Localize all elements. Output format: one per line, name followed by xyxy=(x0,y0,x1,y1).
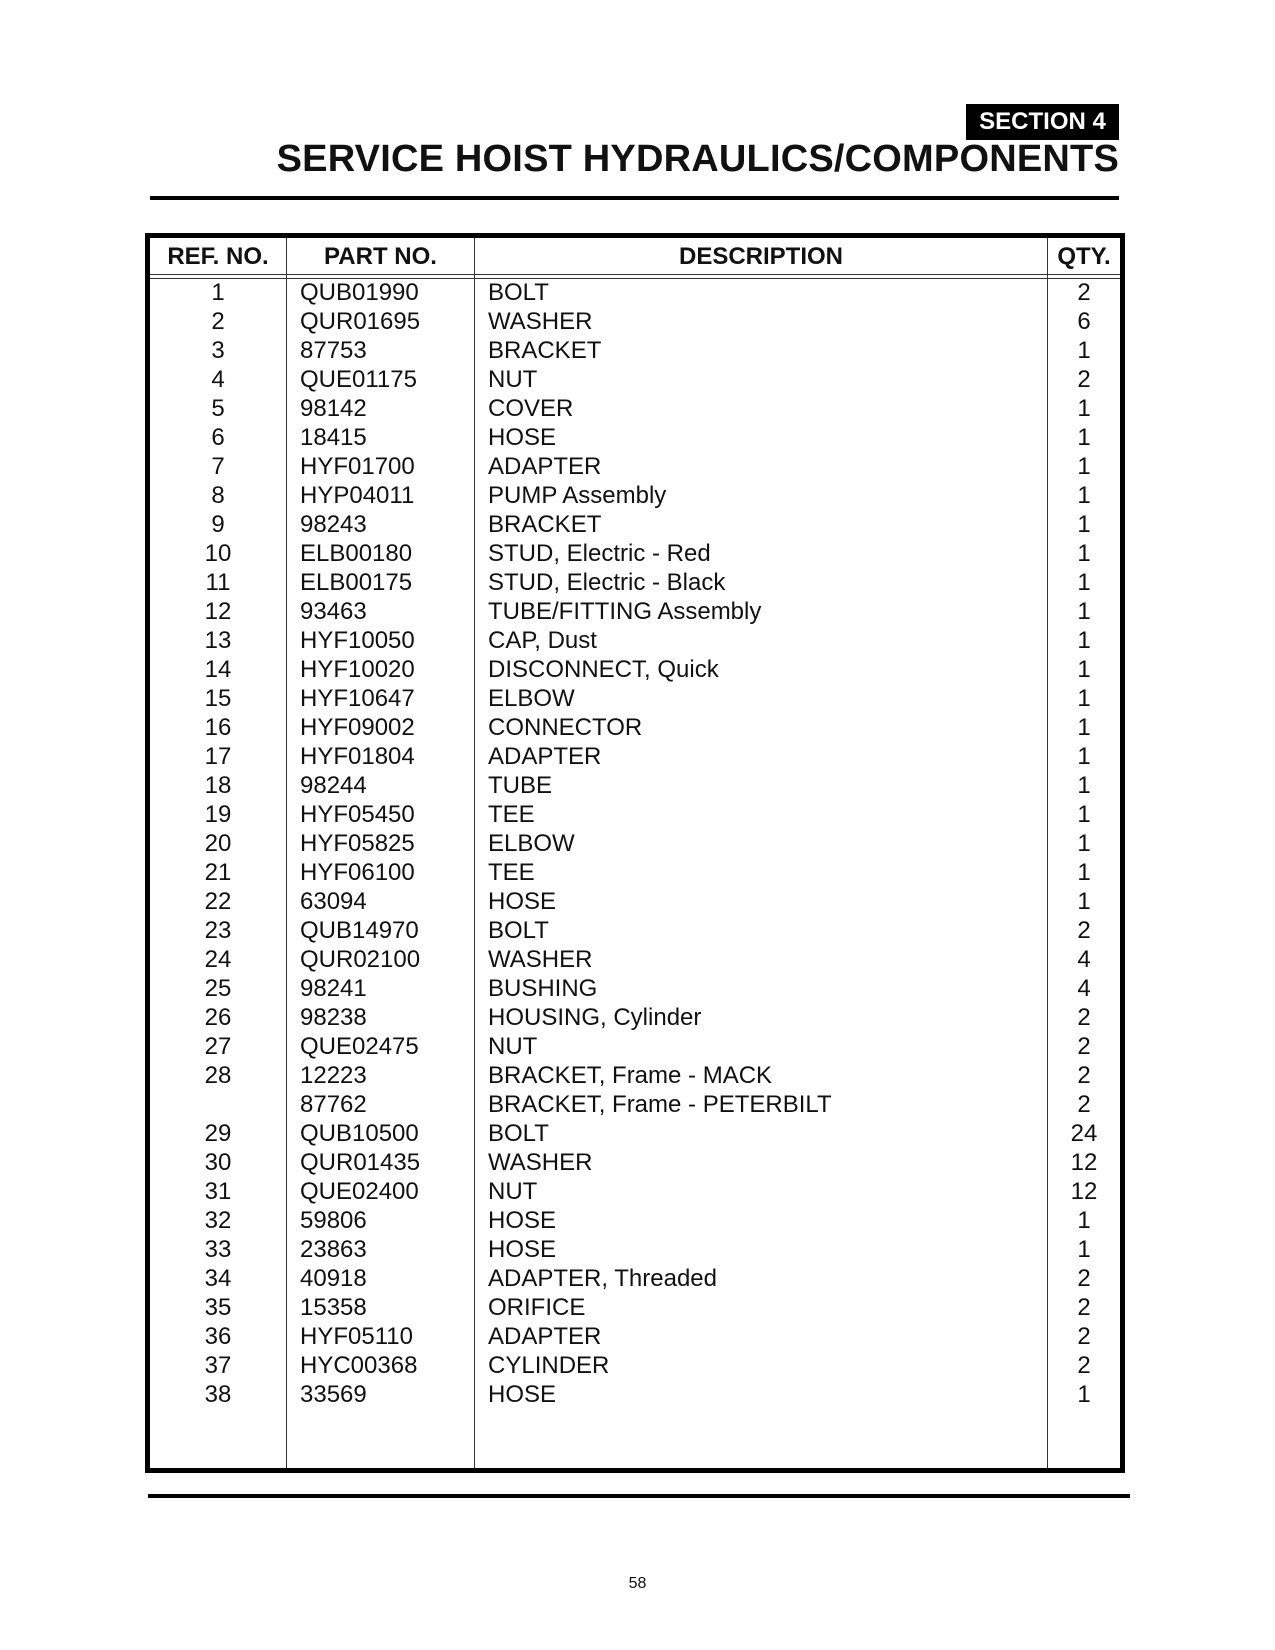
description-cell: BUSHING xyxy=(488,975,598,1002)
qty-cell: 12 xyxy=(1070,1178,1098,1205)
part-no-cell: QUR02100 xyxy=(300,946,421,973)
table-row xyxy=(150,336,1120,365)
ref-no-cell: 24 xyxy=(204,946,232,973)
qty-cell: 2 xyxy=(1077,366,1091,393)
part-no-cell: QUB10500 xyxy=(300,1120,419,1147)
description-cell: TEE xyxy=(488,801,535,828)
part-no-cell: 33569 xyxy=(300,1381,367,1408)
part-no-cell: 63094 xyxy=(300,888,367,915)
qty-cell: 1 xyxy=(1077,772,1091,799)
qty-cell: 1 xyxy=(1077,453,1091,480)
qty-cell: 1 xyxy=(1077,511,1091,538)
description-cell: BRACKET xyxy=(488,337,602,364)
part-no-cell: ELB00175 xyxy=(300,569,413,596)
part-no-cell: QUE02475 xyxy=(300,1033,419,1060)
qty-cell: 1 xyxy=(1077,337,1091,364)
qty-cell: 24 xyxy=(1070,1120,1098,1147)
table-row xyxy=(150,829,1120,858)
qty-cell: 1 xyxy=(1077,656,1091,683)
qty-cell: 2 xyxy=(1077,279,1091,306)
description-cell: ADAPTER xyxy=(488,453,602,480)
part-no-cell: HYF05450 xyxy=(300,801,415,828)
column-header-ref-no: REF. NO. xyxy=(167,243,269,270)
qty-cell: 1 xyxy=(1077,540,1091,567)
ref-no-cell: 37 xyxy=(204,1352,232,1379)
qty-cell: 1 xyxy=(1077,569,1091,596)
description-cell: HOSE xyxy=(488,1236,557,1263)
description-cell: PUMP Assembly xyxy=(488,482,667,509)
ref-no-cell: 35 xyxy=(204,1294,232,1321)
ref-no-cell: 34 xyxy=(204,1265,232,1292)
table-header xyxy=(150,238,1120,274)
ref-no-cell: 23 xyxy=(204,917,232,944)
description-cell: CAP, Dust xyxy=(488,627,597,654)
table-row xyxy=(150,510,1120,539)
table-row xyxy=(150,1061,1120,1090)
qty-cell: 1 xyxy=(1077,830,1091,857)
ref-no-cell: 10 xyxy=(204,540,232,567)
ref-no-cell: 17 xyxy=(204,743,232,770)
table-row xyxy=(150,539,1120,568)
part-no-cell: 15358 xyxy=(300,1294,367,1321)
description-cell: ADAPTER, Threaded xyxy=(488,1265,717,1292)
header-divider xyxy=(150,274,1120,275)
description-cell: HOUSING, Cylinder xyxy=(488,1004,702,1031)
part-no-cell: QUR01695 xyxy=(300,308,421,335)
table-row xyxy=(150,655,1120,684)
description-cell: ELBOW xyxy=(488,685,575,712)
qty-cell: 2 xyxy=(1077,1323,1091,1350)
ref-no-cell: 26 xyxy=(204,1004,232,1031)
description-cell: BRACKET, Frame - MACK xyxy=(488,1062,773,1089)
ref-no-cell: 4 xyxy=(211,366,225,393)
table-row xyxy=(150,1177,1120,1206)
part-no-cell: 98142 xyxy=(300,395,367,422)
ref-no-cell: 2 xyxy=(211,308,225,335)
ref-no-cell: 8 xyxy=(211,482,225,509)
part-no-cell: QUE02400 xyxy=(300,1178,419,1205)
ref-no-cell: 15 xyxy=(204,685,232,712)
description-cell: CYLINDER xyxy=(488,1352,610,1379)
part-no-cell: HYF10050 xyxy=(300,627,415,654)
ref-no-cell: 19 xyxy=(204,801,232,828)
ref-no-cell: 28 xyxy=(204,1062,232,1089)
part-no-cell: 98241 xyxy=(300,975,367,1002)
page-title: SERVICE HOIST HYDRAULICS/COMPONENTS xyxy=(276,138,1119,180)
part-no-cell: HYF01804 xyxy=(300,743,415,770)
part-no-cell: QUB01990 xyxy=(300,279,419,306)
table-row xyxy=(150,307,1120,336)
part-no-cell: ELB00180 xyxy=(300,540,413,567)
description-cell: ELBOW xyxy=(488,830,575,857)
qty-cell: 4 xyxy=(1077,975,1091,1002)
table-row xyxy=(150,800,1120,829)
table-row xyxy=(150,1235,1120,1264)
table-row xyxy=(150,945,1120,974)
description-cell: STUD, Electric - Red xyxy=(488,540,711,567)
table-row xyxy=(150,481,1120,510)
table-row xyxy=(150,713,1120,742)
table-row xyxy=(150,1148,1120,1177)
ref-no-cell: 3 xyxy=(211,337,225,364)
qty-cell: 2 xyxy=(1077,1265,1091,1292)
description-cell: NUT xyxy=(488,366,538,393)
description-cell: WASHER xyxy=(488,1149,593,1176)
column-header-description: DESCRIPTION xyxy=(678,243,843,270)
description-cell: TUBE xyxy=(488,772,553,799)
description-cell: STUD, Electric - Black xyxy=(488,569,726,596)
qty-cell: 1 xyxy=(1077,1236,1091,1263)
ref-no-cell: 22 xyxy=(204,888,232,915)
description-cell: HOSE xyxy=(488,424,557,451)
description-cell: NUT xyxy=(488,1033,538,1060)
part-no-cell: 87753 xyxy=(300,337,367,364)
qty-cell: 1 xyxy=(1077,482,1091,509)
qty-cell: 1 xyxy=(1077,395,1091,422)
part-no-cell: 98238 xyxy=(300,1004,367,1031)
description-cell: BOLT xyxy=(488,279,549,306)
table-row xyxy=(150,452,1120,481)
table-row xyxy=(150,771,1120,800)
part-no-cell: 98244 xyxy=(300,772,367,799)
table-row xyxy=(150,1380,1120,1409)
ref-no-cell: 1 xyxy=(211,279,225,306)
description-cell: NUT xyxy=(488,1178,538,1205)
description-cell: BOLT xyxy=(488,917,549,944)
qty-cell: 1 xyxy=(1077,685,1091,712)
page-number: 58 xyxy=(628,1575,647,1592)
part-no-cell: QUE01175 xyxy=(300,366,417,393)
qty-cell: 1 xyxy=(1077,859,1091,886)
part-no-cell: 98243 xyxy=(300,511,367,538)
part-no-cell: 12223 xyxy=(300,1062,367,1089)
ref-no-cell: 31 xyxy=(204,1178,232,1205)
table-row xyxy=(150,1119,1120,1148)
qty-cell: 1 xyxy=(1077,801,1091,828)
part-no-cell: HYF05110 xyxy=(300,1323,413,1350)
table-row xyxy=(150,1322,1120,1351)
part-no-cell: HYC00368 xyxy=(300,1352,418,1379)
description-cell: COVER xyxy=(488,395,574,422)
part-no-cell: HYF05825 xyxy=(300,830,415,857)
qty-cell: 2 xyxy=(1077,1062,1091,1089)
ref-no-cell: 38 xyxy=(204,1381,232,1408)
part-no-cell: 23863 xyxy=(300,1236,367,1263)
description-cell: TEE xyxy=(488,859,535,886)
ref-no-cell: 21 xyxy=(204,859,232,886)
description-cell: HOSE xyxy=(488,888,557,915)
ref-no-cell: 11 xyxy=(205,569,231,596)
table-row xyxy=(150,1003,1120,1032)
qty-cell: 1 xyxy=(1077,714,1091,741)
ref-no-cell: 14 xyxy=(204,656,232,683)
qty-cell: 1 xyxy=(1077,424,1091,451)
part-no-cell: HYF01700 xyxy=(300,453,415,480)
table-row xyxy=(150,597,1120,626)
ref-no-cell: 20 xyxy=(204,830,232,857)
ref-no-cell: 6 xyxy=(211,424,225,451)
description-cell: HOSE xyxy=(488,1207,557,1234)
ref-no-cell: 12 xyxy=(204,598,232,625)
column-header-qty: QTY. xyxy=(1057,243,1111,270)
part-no-cell: HYF10020 xyxy=(300,656,415,683)
part-no-cell: 87762 xyxy=(300,1091,367,1118)
column-header-part-no: PART NO. xyxy=(324,243,437,270)
part-no-cell: HYP04011 xyxy=(300,482,415,509)
section-badge: SECTION 4 xyxy=(966,104,1119,140)
table-row xyxy=(150,858,1120,887)
part-no-cell: 18415 xyxy=(300,424,367,451)
table-row xyxy=(150,684,1120,713)
table-body xyxy=(150,278,1120,1409)
part-no-cell: 40918 xyxy=(300,1265,367,1292)
table-row xyxy=(150,1264,1120,1293)
table-row xyxy=(150,568,1120,597)
description-cell: ADAPTER xyxy=(488,743,602,770)
qty-cell: 1 xyxy=(1077,1381,1091,1408)
part-no-cell: QUB14970 xyxy=(300,917,419,944)
qty-cell: 1 xyxy=(1077,888,1091,915)
part-no-cell: HYF10647 xyxy=(300,685,415,712)
qty-cell: 2 xyxy=(1077,1091,1091,1118)
ref-no-cell: 30 xyxy=(204,1149,232,1176)
ref-no-cell: 29 xyxy=(204,1120,232,1147)
qty-cell: 1 xyxy=(1077,743,1091,770)
qty-cell: 1 xyxy=(1077,1207,1091,1234)
ref-no-cell: 5 xyxy=(211,395,225,422)
parts-table xyxy=(145,233,1125,1473)
table-row xyxy=(150,1090,1120,1119)
qty-cell: 2 xyxy=(1077,1033,1091,1060)
ref-no-cell: 36 xyxy=(204,1323,232,1350)
table-row xyxy=(150,278,1120,307)
qty-cell: 2 xyxy=(1077,1294,1091,1321)
table-row xyxy=(150,916,1120,945)
ref-no-cell: 16 xyxy=(204,714,232,741)
table-row xyxy=(150,394,1120,423)
qty-cell: 1 xyxy=(1077,627,1091,654)
table-row xyxy=(150,974,1120,1003)
description-cell: HOSE xyxy=(488,1381,557,1408)
description-cell: WASHER xyxy=(488,308,593,335)
bottom-divider xyxy=(148,1494,1130,1498)
table-row xyxy=(150,1032,1120,1061)
description-cell: BOLT xyxy=(488,1120,549,1147)
table-row xyxy=(150,423,1120,452)
qty-cell: 1 xyxy=(1077,598,1091,625)
ref-no-cell: 13 xyxy=(204,627,232,654)
table-row xyxy=(150,1293,1120,1322)
table-row xyxy=(150,1351,1120,1380)
description-cell: TUBE/FITTING Assembly xyxy=(488,598,762,625)
ref-no-cell: 25 xyxy=(204,975,232,1002)
description-cell: DISCONNECT, Quick xyxy=(488,656,719,683)
description-cell: ADAPTER xyxy=(488,1323,602,1350)
table-row xyxy=(150,1206,1120,1235)
part-no-cell: 59806 xyxy=(300,1207,367,1234)
qty-cell: 2 xyxy=(1077,1004,1091,1031)
ref-no-cell: 7 xyxy=(211,453,225,480)
part-no-cell: 93463 xyxy=(300,598,367,625)
qty-cell: 12 xyxy=(1070,1149,1098,1176)
description-cell: WASHER xyxy=(488,946,593,973)
ref-no-cell: 33 xyxy=(204,1236,232,1263)
qty-cell: 6 xyxy=(1077,308,1091,335)
qty-cell: 2 xyxy=(1077,917,1091,944)
ref-no-cell: 27 xyxy=(204,1033,232,1060)
part-no-cell: HYF09002 xyxy=(300,714,415,741)
description-cell: BRACKET xyxy=(488,511,602,538)
ref-no-cell: 9 xyxy=(211,511,225,538)
qty-cell: 4 xyxy=(1077,946,1091,973)
description-cell: CONNECTOR xyxy=(488,714,643,741)
description-cell: BRACKET, Frame - PETERBILT xyxy=(488,1091,832,1118)
qty-cell: 2 xyxy=(1077,1352,1091,1379)
table-row xyxy=(150,887,1120,916)
part-no-cell: HYF06100 xyxy=(300,859,415,886)
table-row xyxy=(150,365,1120,394)
table-row xyxy=(150,626,1120,655)
ref-no-cell: 32 xyxy=(204,1207,232,1234)
title-divider xyxy=(150,196,1119,200)
ref-no-cell: 18 xyxy=(204,772,232,799)
table-row xyxy=(150,742,1120,771)
part-no-cell: QUR01435 xyxy=(300,1149,421,1176)
description-cell: ORIFICE xyxy=(488,1294,586,1321)
